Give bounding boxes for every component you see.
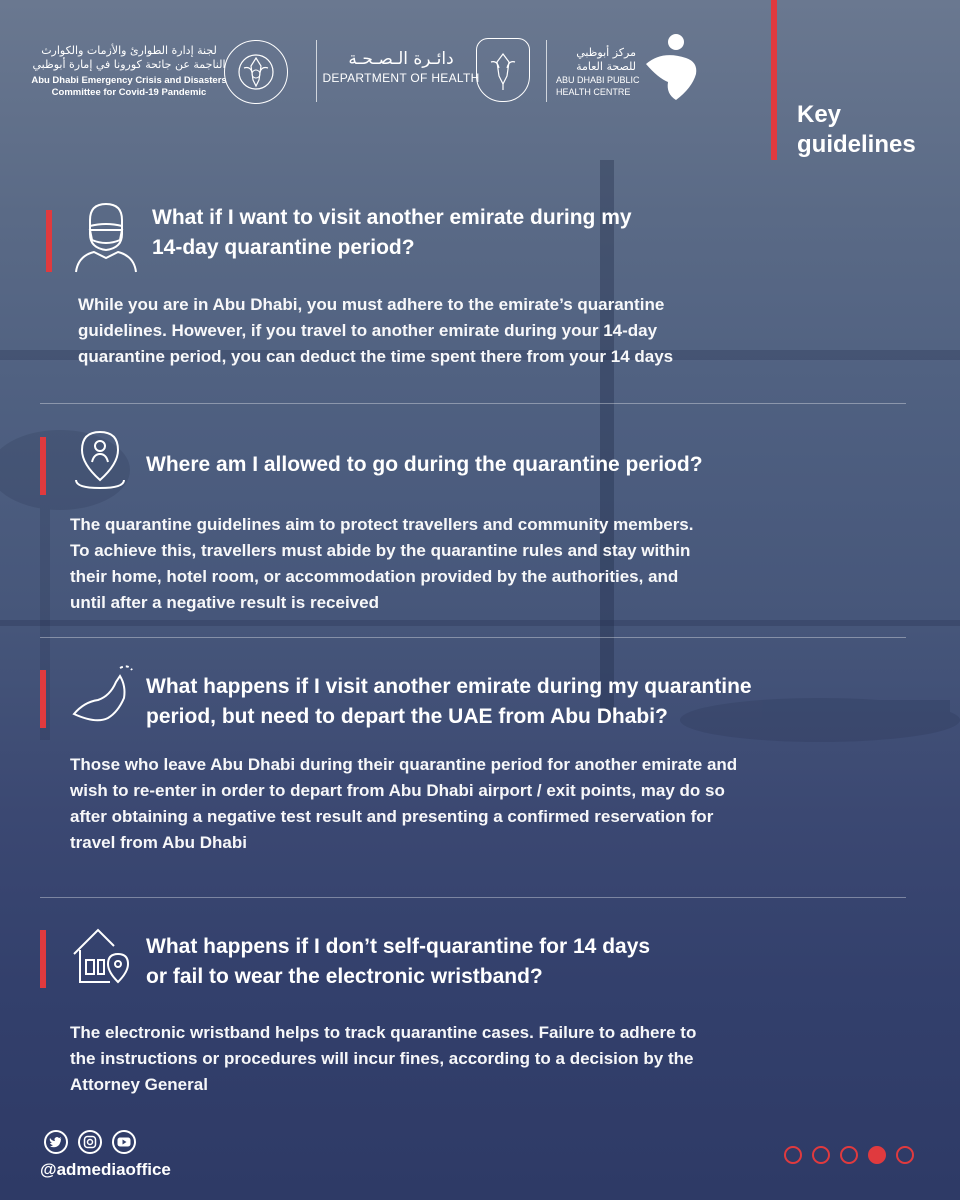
instagram-icon[interactable] bbox=[78, 1130, 102, 1154]
page-title-line: guidelines bbox=[797, 131, 916, 158]
youtube-icon[interactable] bbox=[112, 1130, 136, 1154]
background-window-frame bbox=[0, 620, 960, 626]
phc-english-1: ABU DHABI PUBLIC bbox=[556, 75, 640, 85]
question-line: What happens if I don’t self-quarantine for 14 days bbox=[146, 935, 651, 958]
section-divider bbox=[40, 897, 906, 898]
question-line: or fail to wear the electronic wristband? bbox=[146, 965, 543, 988]
page-title-line: Key bbox=[797, 101, 842, 128]
crisis-committee-arabic-2: الناجمة عن جائحة كورونا في إمارة أبوظبي bbox=[32, 58, 226, 71]
home-location-icon bbox=[70, 924, 132, 990]
section-accent-bar bbox=[40, 437, 46, 495]
section-accent-bar bbox=[46, 210, 52, 272]
crisis-committee-english-1: Abu Dhabi Emergency Crisis and Disasters bbox=[31, 75, 227, 86]
answer-line: travel from Abu Dhabi bbox=[70, 833, 247, 852]
uae-map-icon bbox=[68, 662, 136, 728]
doh-english: DEPARTMENT OF HEALTH bbox=[322, 71, 480, 85]
masked-person-icon bbox=[72, 200, 140, 274]
phc-figure-logo-icon bbox=[636, 30, 704, 106]
answer-line: wish to re-enter in order to depart from Abu Dhabi airport / exit points, may do so bbox=[70, 781, 725, 800]
section-accent-bar bbox=[40, 670, 46, 728]
answer-line: their home, hotel room, or accommodation provided by the authorities, and bbox=[70, 567, 679, 586]
answer-line: The quarantine guidelines aim to protect travellers and community members. bbox=[70, 515, 694, 534]
question-line: What if I want to visit another emirate during my bbox=[152, 206, 632, 229]
section-accent-bar bbox=[40, 930, 46, 988]
phc-arabic-1: مركز أبوظبي bbox=[576, 46, 636, 59]
doh-emblem-icon bbox=[476, 38, 530, 102]
question-heading bbox=[146, 932, 650, 992]
uae-emblem-icon bbox=[224, 40, 288, 104]
phc-arabic-2: للصحة العامة bbox=[576, 60, 636, 73]
doh-logo bbox=[322, 48, 480, 85]
answer-text bbox=[70, 512, 694, 616]
phc-english-2: HEALTH CENTRE bbox=[556, 87, 631, 97]
answer-line: guidelines. However, if you travel to another emirate during your 14-day bbox=[78, 321, 658, 340]
pagination-dot[interactable] bbox=[784, 1146, 802, 1164]
twitter-icon[interactable] bbox=[44, 1130, 68, 1154]
crisis-committee-arabic-1: لجنة إدارة الطوارئ والأزمات والكوارث bbox=[41, 44, 217, 57]
answer-line: the instructions or procedures will incur fines, according to a decision by the bbox=[70, 1049, 694, 1068]
section-divider bbox=[40, 403, 906, 404]
pagination-dot-active[interactable] bbox=[868, 1146, 886, 1164]
header-divider bbox=[316, 40, 317, 102]
question-heading bbox=[152, 203, 632, 263]
pagination-dots bbox=[784, 1146, 914, 1164]
answer-line: after obtaining a negative test result and presenting a confirmed reservation for bbox=[70, 807, 714, 826]
answer-text bbox=[78, 292, 673, 370]
question-line: Where am I allowed to go during the quarantine period? bbox=[146, 453, 703, 476]
answer-line: Attorney General bbox=[70, 1075, 208, 1094]
page-title bbox=[797, 100, 916, 160]
question-line: What happens if I visit another emirate during my quarantine bbox=[146, 675, 752, 698]
crisis-committee-logo bbox=[31, 44, 227, 99]
crisis-committee-english-2: Committee for Covid-19 Pandemic bbox=[51, 87, 207, 98]
title-accent-bar bbox=[771, 0, 777, 160]
answer-line: quarantine period, you can deduct the time spent there from your 14 days bbox=[78, 347, 674, 366]
pagination-dot[interactable] bbox=[896, 1146, 914, 1164]
question-heading bbox=[146, 450, 703, 480]
pagination-dot[interactable] bbox=[812, 1146, 830, 1164]
answer-text bbox=[70, 1020, 696, 1098]
doh-arabic: دائـرة الـصـحـة bbox=[348, 49, 454, 69]
answer-text bbox=[70, 752, 737, 856]
social-handle[interactable]: @admediaoffice bbox=[40, 1160, 171, 1179]
header-divider bbox=[546, 40, 547, 102]
question-line: 14-day quarantine period? bbox=[152, 236, 415, 259]
location-person-icon bbox=[70, 428, 130, 492]
answer-line: While you are in Abu Dhabi, you must adhere to the emirate’s quarantine bbox=[78, 295, 665, 314]
pagination-dot[interactable] bbox=[840, 1146, 858, 1164]
question-heading bbox=[146, 672, 752, 732]
section-divider bbox=[40, 637, 906, 638]
answer-line: until after a negative result is received bbox=[70, 593, 379, 612]
answer-line: To achieve this, travellers must abide by the quarantine rules and stay within bbox=[70, 541, 691, 560]
phc-logo bbox=[556, 46, 640, 98]
question-line: period, but need to depart the UAE from Abu Dhabi? bbox=[146, 705, 668, 728]
social-links bbox=[44, 1130, 136, 1154]
answer-line: Those who leave Abu Dhabi during their quarantine period for another emirate and bbox=[70, 755, 738, 774]
answer-line: The electronic wristband helps to track quarantine cases. Failure to adhere to bbox=[70, 1023, 697, 1042]
